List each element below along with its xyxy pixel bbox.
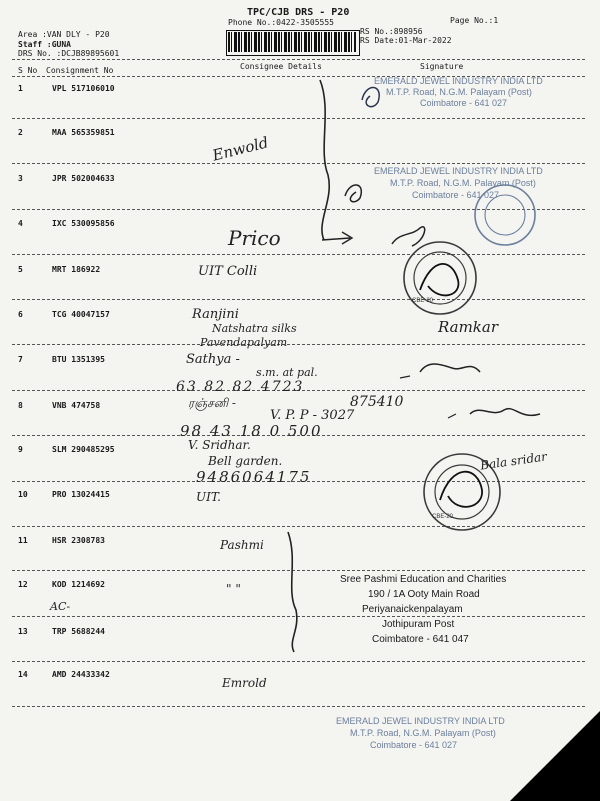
handwritten-address: Natshatra silks	[212, 322, 297, 335]
pashmi-stamp-line3: Periyanaickenpalayam	[362, 604, 463, 615]
handwritten-phone: 63 82 82 4723	[176, 379, 305, 395]
handwritten-signature: Ramkar	[438, 318, 499, 336]
page-title: TPC/CJB DRS - P20	[247, 7, 350, 18]
row-number: 4	[18, 219, 23, 228]
handwritten-name: UIT Colli	[198, 264, 258, 279]
consignment-number: IXC 530095856	[52, 219, 115, 228]
emerald-stamp3-line1: EMERALD JEWEL INDUSTRY INDIA LTD	[336, 716, 505, 726]
handwritten-phone: 9486064175	[196, 468, 312, 486]
handwritten-name: Sathya -	[186, 352, 240, 367]
row-number: 8	[18, 401, 23, 410]
row-number: 2	[18, 128, 23, 137]
consignment-number: KOD 1214692	[52, 580, 105, 589]
handwritten-address: V. P. P - 3027	[270, 408, 355, 423]
consignment-number: MRT 186922	[52, 265, 101, 274]
handwritten-name: Prico	[228, 226, 281, 250]
row-number: 6	[18, 310, 23, 319]
consignment-number: BTU 1351395	[52, 355, 105, 364]
row-number: 11	[18, 536, 28, 545]
handwritten-name: ரஞ்சனி -	[188, 396, 236, 410]
row-number: 3	[18, 174, 23, 183]
emerald-stamp2-line2: M.T.P. Road, N.G.M. Palayam (Post)	[390, 178, 536, 188]
emerald-stamp-line1: EMERALD JEWEL INDUSTRY INDIA LTD	[374, 76, 543, 86]
consignment-number: AMD 24433342	[52, 670, 110, 679]
handwritten-address: s.m. at pal.	[256, 366, 318, 379]
area-label: Area :VAN DLY - P20	[18, 30, 110, 39]
emerald-stamp2-line3: Coimbatore - 641 027	[412, 190, 500, 200]
united-stamp2-label: CBE-20	[432, 514, 454, 520]
handwritten-name: V. Sridhar.	[188, 438, 251, 452]
united-stamp-label: CBE-20	[412, 298, 434, 304]
row-number: 5	[18, 265, 23, 274]
handwritten-number: 875410	[350, 394, 404, 410]
consignment-number: VPL 517106010	[52, 84, 115, 93]
consignment-number: PRO 13024415	[52, 490, 110, 499]
row-number: 10	[18, 490, 28, 499]
consignment-number: VNB 474758	[52, 401, 101, 410]
handwritten-name: UIT.	[196, 490, 221, 504]
row-number: 14	[18, 670, 28, 679]
row-number: 9	[18, 445, 23, 454]
emerald-stamp-line3: Coimbatore - 641 027	[420, 98, 508, 108]
row-number: 12	[18, 580, 28, 589]
rs-date: RS Date:01-Mar-2022	[360, 36, 452, 45]
col-consignment: Consignment No	[46, 66, 114, 75]
pashmi-stamp-line2: 190 / 1A Ooty Main Road	[368, 589, 480, 600]
emerald-stamp3-line3: Coimbatore - 641 027	[370, 740, 458, 750]
row-number: 7	[18, 355, 23, 364]
consignment-number: SLM 290485295	[52, 445, 115, 454]
phone-number: Phone No.:0422-3505555	[228, 18, 334, 27]
consignment-number: JPR 502004633	[52, 174, 115, 183]
consignment-number: TCG 40047157	[52, 310, 110, 319]
handwritten-name: Pashmi	[220, 538, 264, 552]
handwritten-name: Enwold	[210, 133, 271, 165]
pashmi-stamp-line5: Coimbatore - 641 047	[372, 634, 469, 645]
pashmi-stamp-line1: Sree Pashmi Education and Charities	[340, 574, 507, 585]
emerald-stamp2-line1: EMERALD JEWEL INDUSTRY INDIA LTD	[374, 166, 543, 176]
drs-number: DRS No. :DCJB89895601	[18, 49, 120, 58]
rs-number: RS No.:898956	[360, 27, 423, 36]
col-sno: S No	[18, 66, 38, 75]
pashmi-stamp-line4: Jothipuram Post	[382, 619, 455, 630]
row-number: 13	[18, 627, 28, 636]
consignment-number: MAA 565359851	[52, 128, 115, 137]
col-signature: Signature	[420, 62, 464, 71]
staff-label: Staff :GUNA	[18, 40, 71, 49]
handwritten-address: Pavendapalyam	[200, 336, 288, 349]
page-number: Page No.:1	[450, 16, 499, 25]
row-number: 1	[18, 84, 23, 93]
scan-shadow-corner	[510, 711, 600, 801]
handwritten-note: AC-	[50, 600, 71, 613]
handwritten-name: Ranjini	[192, 307, 239, 322]
emerald-stamp-line2: M.T.P. Road, N.G.M. Palayam (Post)	[386, 87, 532, 97]
handwritten-address: Bell garden.	[208, 454, 283, 468]
emerald-stamp3-line2: M.T.P. Road, N.G.M. Palayam (Post)	[350, 728, 496, 738]
handwritten-signature: Bala sridar	[479, 449, 548, 473]
handwritten-name: Emrold	[222, 676, 267, 690]
consignment-number: HSR 2308783	[52, 536, 105, 545]
col-consignee: Consignee Details	[240, 62, 322, 71]
handwritten-phone: 98 43 18 0 500	[180, 422, 323, 440]
handwritten-ditto: " "	[226, 582, 241, 596]
consignment-number: TRP 5688244	[52, 627, 105, 636]
